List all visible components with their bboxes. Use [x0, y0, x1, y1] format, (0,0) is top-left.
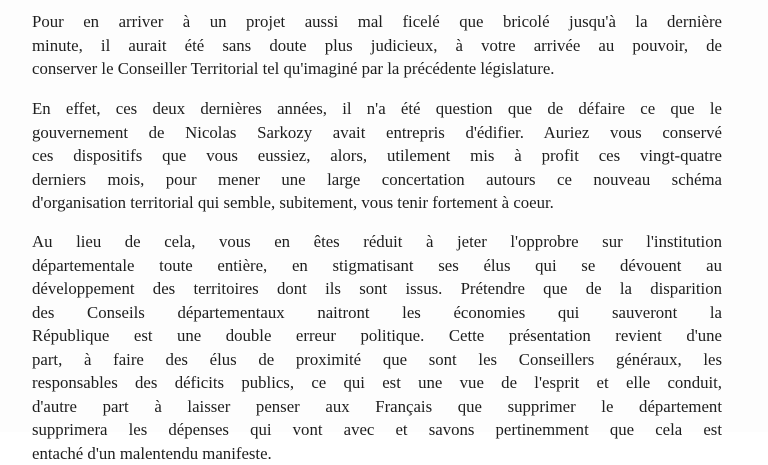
text-line: Pour en arriver à un projet aussi mal ficelé que bricolé jusqu'à la dernière: [32, 10, 722, 34]
text-line: conserver le Conseiller Territorial tel qu'imaginé par la précédente législature.: [32, 57, 722, 81]
text-line: République est une double erreur politique. Cette présentation revient d'une: [32, 324, 722, 348]
paragraph-1: [32, 10, 722, 81]
text-line: minute, il aurait été sans doute plus judicieux, à votre arrivée au pouvoir, de: [32, 34, 722, 58]
paragraph-2: [32, 97, 722, 215]
text-line: En effet, ces deux dernières années, il n'a été question que de défaire ce que le: [32, 97, 722, 121]
text-line: gouvernement de Nicolas Sarkozy avait entrepris d'édifier. Auriez vous conservé: [32, 121, 722, 145]
text-line: d'autre part à laisser penser aux Français que supprimer le département: [32, 395, 722, 419]
text-line: entaché d'un malentendu manifeste.: [32, 442, 722, 465]
text-line: d'organisation territorial qui semble, subitement, vous tenir fortement à coeur.: [32, 191, 722, 215]
text-line: des Conseils départementaux naitront les économies qui sauveront la: [32, 301, 722, 325]
text-line: derniers mois, pour mener une large concertation autours ce nouveau schéma: [32, 168, 722, 192]
text-line: développement des territoires dont ils sont issus. Prétendre que de la disparition: [32, 277, 722, 301]
text-line: supprimera les dépenses qui vont avec et savons pertinemment que cela est: [32, 418, 722, 442]
text-line: part, à faire des élus de proximité que sont les Conseillers généraux, les: [32, 348, 722, 372]
text-line: ces dispositifs que vous eussiez, alors, utilement mis à profit ces vingt-quatre: [32, 144, 722, 168]
text-line: Au lieu de cela, vous en êtes réduit à jeter l'opprobre sur l'institution: [32, 230, 722, 254]
text-line: responsables des déficits publics, ce qui est une vue de l'esprit et elle conduit,: [32, 371, 722, 395]
paragraph-3: [32, 230, 722, 465]
text-line: départementale toute entière, en stigmatisant ses élus qui se dévouent au: [32, 254, 722, 278]
